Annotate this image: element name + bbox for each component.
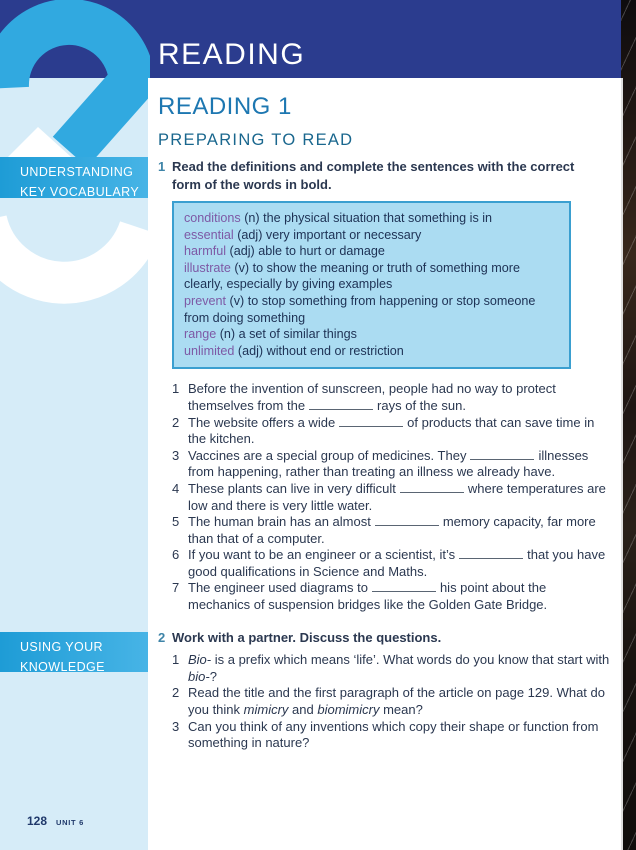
question-number: 3 — [172, 718, 180, 734]
sentence-text — [188, 547, 610, 580]
banner-line: KEY VOCABULARY — [20, 185, 140, 199]
glossary-word: conditions — [184, 211, 241, 225]
question-part-italic: mimicry — [243, 701, 289, 717]
sentence-item — [172, 381, 622, 414]
glossary-entry — [184, 227, 559, 244]
exercise-rubric-text: Read the definitions and complete the sentences with the correct form of the words in bold. — [172, 159, 575, 192]
footer-unit-label: UNIT 6 — [56, 818, 84, 827]
sentence-item — [172, 415, 622, 448]
sentence-post: that you have good qualifications in Science and Maths. — [188, 547, 606, 579]
glossary-entry — [184, 326, 559, 343]
sentence-item — [172, 547, 622, 580]
glossary-definition: a set of similar things — [238, 327, 357, 342]
glossary-pos: (adj) — [229, 244, 255, 259]
sentence-pre: Before the invention of sunscreen, people had no way to protect themselves from the — [188, 381, 556, 413]
page-footer — [27, 812, 84, 830]
glossary-pos: (adj) — [237, 343, 264, 358]
glossary-entry — [184, 260, 559, 293]
glossary-word: unlimited — [184, 343, 235, 358]
question-part: mean? — [379, 701, 423, 717]
glossary-entry — [184, 293, 559, 326]
blank-line — [375, 515, 439, 526]
page-title: READING — [158, 38, 306, 71]
sidebar-banner-understanding-key-vocabulary — [0, 157, 148, 198]
glossary-word: range — [184, 327, 217, 342]
sentence-number: 7 — [172, 580, 180, 596]
sentence-number: 6 — [172, 547, 180, 563]
sentence-text — [188, 415, 610, 448]
question-number: 1 — [172, 652, 180, 668]
question-text — [188, 652, 620, 685]
blank-line — [372, 581, 436, 592]
sentence-number: 4 — [172, 480, 180, 496]
question-item — [172, 685, 622, 718]
sentence-text — [188, 381, 610, 414]
sentence-number: 2 — [172, 414, 180, 430]
sentence-text — [188, 448, 610, 481]
sidebar-banner-using-your-knowledge — [0, 632, 148, 672]
glossary-pos: (n) — [219, 327, 236, 342]
question-part-italic: biomimicry — [317, 701, 380, 717]
question-part: ? — [209, 668, 217, 684]
question-text — [188, 719, 620, 752]
question-text — [188, 685, 620, 718]
glossary-definition: able to hurt or damage — [258, 244, 385, 259]
sentence-number: 5 — [172, 514, 180, 530]
main-content — [148, 78, 622, 850]
glossary-word: harmful — [184, 244, 226, 259]
banner-line: USING YOUR — [20, 640, 103, 654]
sentence-post: rays of the sun. — [377, 397, 466, 413]
glossary-word: illustrate — [184, 260, 231, 275]
sentence-post: of products that can save time in the kitchen. — [188, 414, 595, 447]
blank-line — [400, 482, 464, 493]
glossary-pos: (n) — [244, 211, 260, 225]
exercise-2 — [148, 629, 622, 752]
page-edge-highlight — [621, 78, 623, 850]
section-title-reading-1: READING 1 — [158, 93, 292, 120]
question-item — [172, 652, 622, 685]
sentence-post: memory capacity, far more than that of a computer. — [188, 514, 596, 546]
blank-line — [470, 449, 534, 460]
exercise-rubric-text: Work with a partner. Discuss the questions. — [172, 629, 442, 645]
sentence-item — [172, 448, 622, 481]
blank-line — [309, 399, 373, 410]
header-band — [0, 0, 621, 78]
sentence-item — [172, 514, 622, 547]
glossary-pos: (adj) — [237, 227, 263, 242]
glossary-entry — [184, 210, 559, 227]
glossary-entry — [184, 343, 559, 360]
question-part: Read the title and the first paragraph of the article on page 129. What do you think — [188, 685, 605, 717]
sentence-post: where temperatures are low and there is very little water. — [188, 480, 606, 513]
sentence-item — [172, 580, 622, 613]
glossary-word: prevent — [184, 293, 227, 308]
question-part-italic: bio- — [188, 668, 210, 684]
sentence-pre: The website offers a wide — [188, 414, 336, 430]
glossary-definition: to show the meaning or truth of something more clearly, especially by giving examples — [184, 260, 521, 292]
sentence-text — [188, 580, 610, 613]
sentence-pre: The engineer used diagrams to — [188, 580, 368, 596]
blank-line — [339, 416, 403, 427]
blank-line — [459, 548, 523, 559]
question-number: 2 — [172, 685, 180, 701]
question-part: and — [288, 701, 318, 717]
question-part: is a prefix which means ‘life’. What words do you know that start with — [211, 652, 610, 668]
sentence-number: 1 — [172, 381, 180, 397]
sentence-list — [172, 381, 622, 613]
sentence-post: illnesses from happening, rather than treating an illness we already have. — [188, 447, 589, 480]
question-part: Can you think of any inventions which copy their shape or function from something in nature? — [188, 718, 599, 751]
banner-line: KNOWLEDGE — [20, 660, 105, 674]
glossary-entry — [184, 243, 559, 260]
exercise-2-rubric — [158, 629, 622, 647]
sentence-number: 3 — [172, 447, 180, 463]
glossary-definition: to stop something from happening or stop someone from doing something — [184, 293, 536, 325]
sentence-pre: These plants can live in very difficult — [188, 480, 396, 496]
sentence-item — [172, 481, 622, 514]
sentence-pre: Vaccines are a special group of medicines. They — [188, 447, 467, 463]
footer-page-number: 128 — [27, 814, 48, 828]
sentence-text — [188, 481, 610, 514]
glossary-pos: (v) — [234, 260, 250, 275]
exercise-number: 2 — [158, 629, 166, 645]
question-part-italic: Bio- — [188, 652, 212, 668]
sentence-pre: The human brain has an almost — [188, 514, 371, 530]
sentence-text — [188, 514, 610, 547]
glossary-word: essential — [184, 227, 234, 242]
sentence-pre: If you want to be an engineer or a scientist, it’s — [188, 547, 456, 563]
next-page-edge — [621, 0, 636, 850]
sentence-post: his point about the mechanics of suspension bridges like the Golden Gate Bridge. — [188, 580, 548, 613]
glossary-definition: very important or necessary — [265, 227, 422, 242]
banner-line: UNDERSTANDING — [20, 165, 134, 179]
exercise-1-rubric — [158, 158, 622, 193]
vocabulary-box — [172, 201, 571, 369]
glossary-definition: without end or restriction — [266, 343, 404, 358]
exercise-number: 1 — [158, 159, 166, 174]
glossary-pos: (v) — [229, 293, 245, 308]
question-item — [172, 719, 622, 752]
question-list — [172, 652, 622, 752]
glossary-definition: the physical situation that something is in — [263, 211, 493, 225]
subsection-title-preparing-to-read: PREPARING TO READ — [158, 131, 354, 149]
